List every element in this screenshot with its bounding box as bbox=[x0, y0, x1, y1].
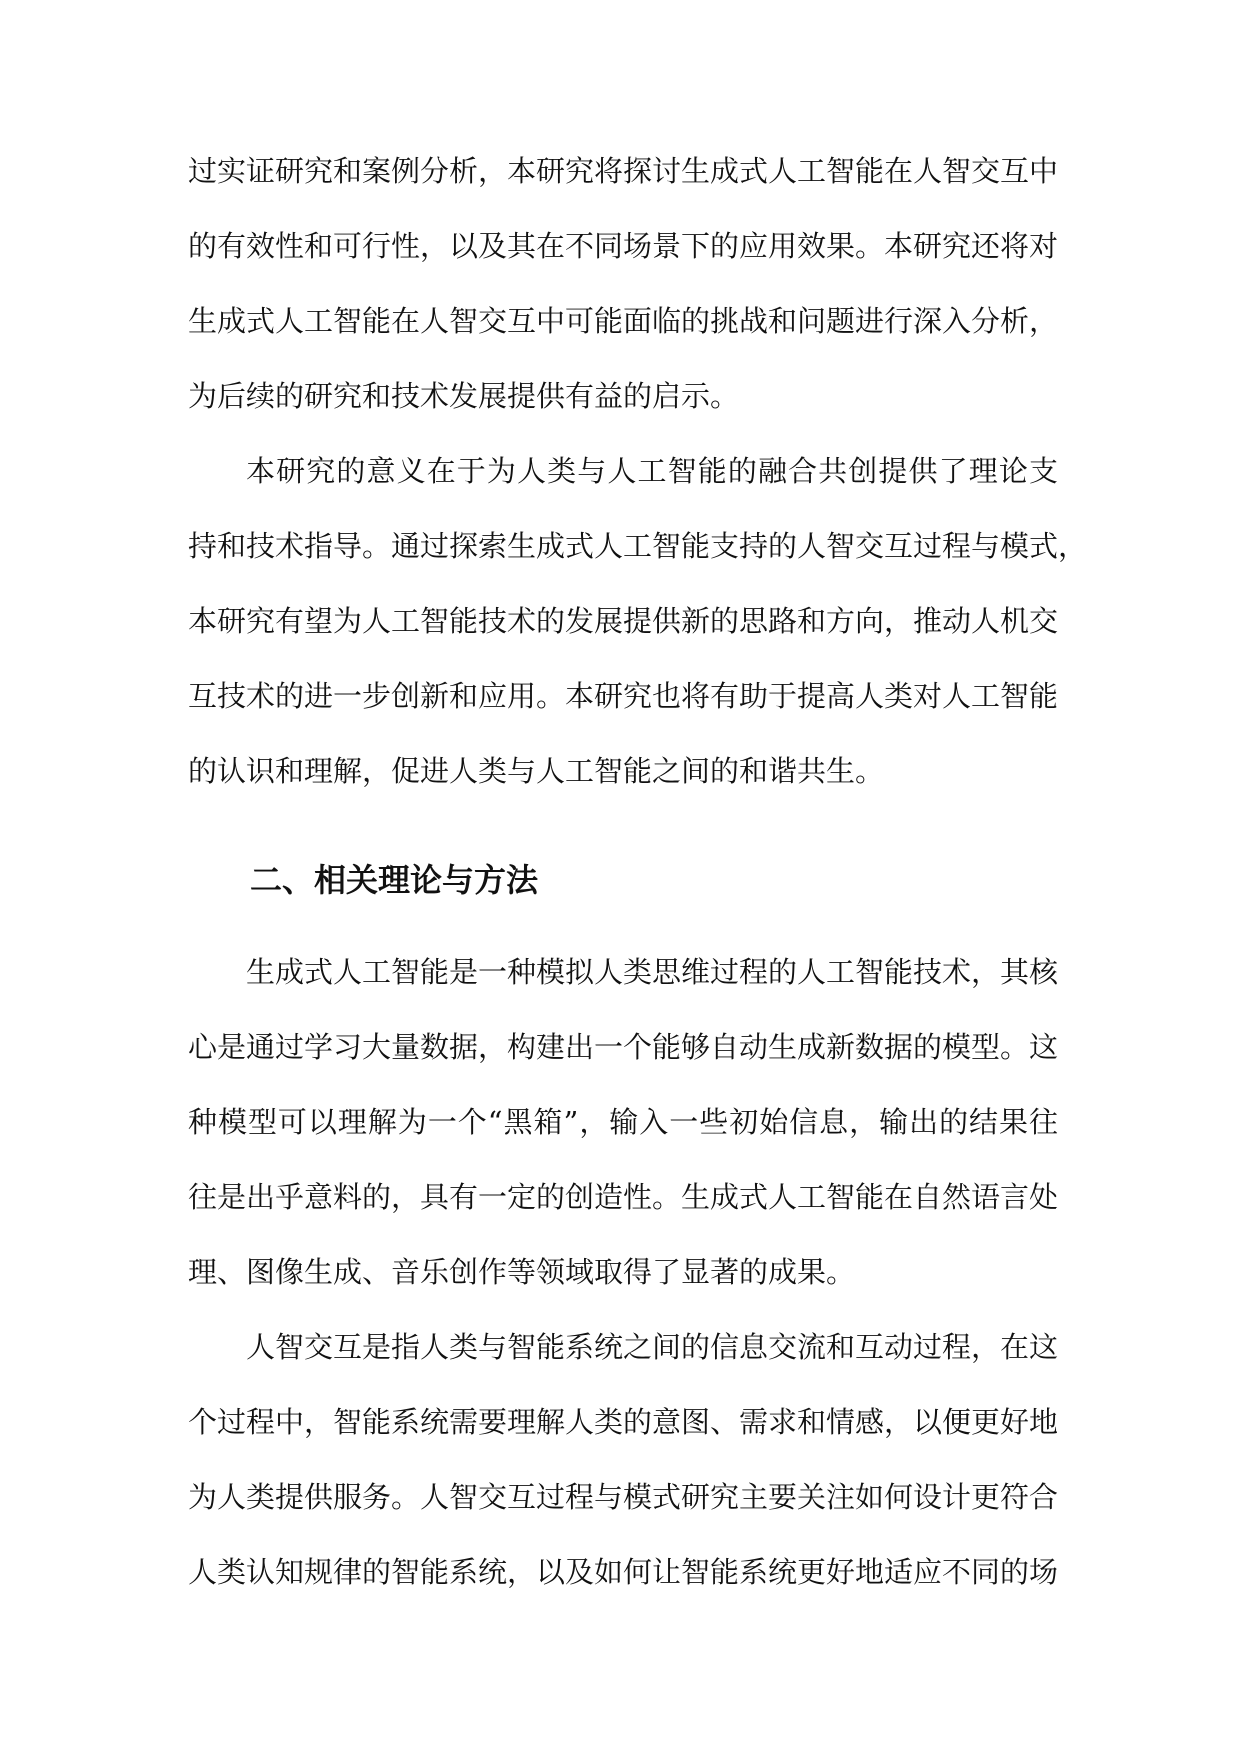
paragraph-1-line-4: 为后续的研究和技术发展提供有益的启示。 bbox=[188, 379, 740, 413]
paragraph-4-line-3: 为人类提供服务。人智交互过程与模式研究主要关注如何设计更符合 bbox=[188, 1480, 1059, 1514]
paragraph-3-line-4: 往是出乎意料的，具有一定的创造性。生成式人工智能在自然语言处 bbox=[188, 1180, 1059, 1214]
paragraph-3-line-2: 心是通过学习大量数据，构建出一个能够自动生成新数据的模型。这 bbox=[188, 1030, 1059, 1064]
paragraph-1-line-1: 过实证研究和案例分析，本研究将探讨生成式人工智能在人智交互中 bbox=[188, 154, 1059, 188]
section-heading: 二、相关理论与方法 bbox=[250, 861, 539, 899]
paragraph-4-line-1: 人智交互是指人类与智能系统之间的信息交流和互动过程，在这 bbox=[246, 1330, 1059, 1364]
paragraph-4-line-2: 个过程中，智能系统需要理解人类的意图、需求和情感，以便更好地 bbox=[188, 1405, 1059, 1439]
paragraph-2-line-5: 的认识和理解，促进人类与人工智能之间的和谐共生。 bbox=[188, 754, 885, 788]
paragraph-2-line-3: 本研究有望为人工智能技术的发展提供新的思路和方向，推动人机交 bbox=[188, 604, 1059, 638]
paragraph-2-line-4: 互技术的进一步创新和应用。本研究也将有助于提高人类对人工智能 bbox=[188, 679, 1059, 713]
paragraph-2-line-1: 本研究的意义在于为人类与人工智能的融合共创提供了理论支 bbox=[246, 454, 1058, 488]
paragraph-1-line-3: 生成式人工智能在人智交互中可能面临的挑战和问题进行深入分析， bbox=[188, 304, 1059, 338]
paragraph-2-line-2: 持和技术指导。通过探索生成式人工智能支持的人智交互过程与模式， bbox=[188, 529, 1088, 563]
paragraph-4-line-4: 人类认知规律的智能系统，以及如何让智能系统更好地适应不同的场 bbox=[188, 1555, 1059, 1589]
paragraph-1-line-2: 的有效性和可行性，以及其在不同场景下的应用效果。本研究还将对 bbox=[188, 229, 1059, 263]
paragraph-3-line-5: 理、图像生成、音乐创作等领域取得了显著的成果。 bbox=[188, 1255, 856, 1289]
paragraph-3-line-1: 生成式人工智能是一种模拟人类思维过程的人工智能技术，其核 bbox=[246, 955, 1059, 989]
paragraph-3-line-3: 种模型可以理解为一个“黑箱”，输入一些初始信息，输出的结果往 bbox=[188, 1105, 1058, 1139]
